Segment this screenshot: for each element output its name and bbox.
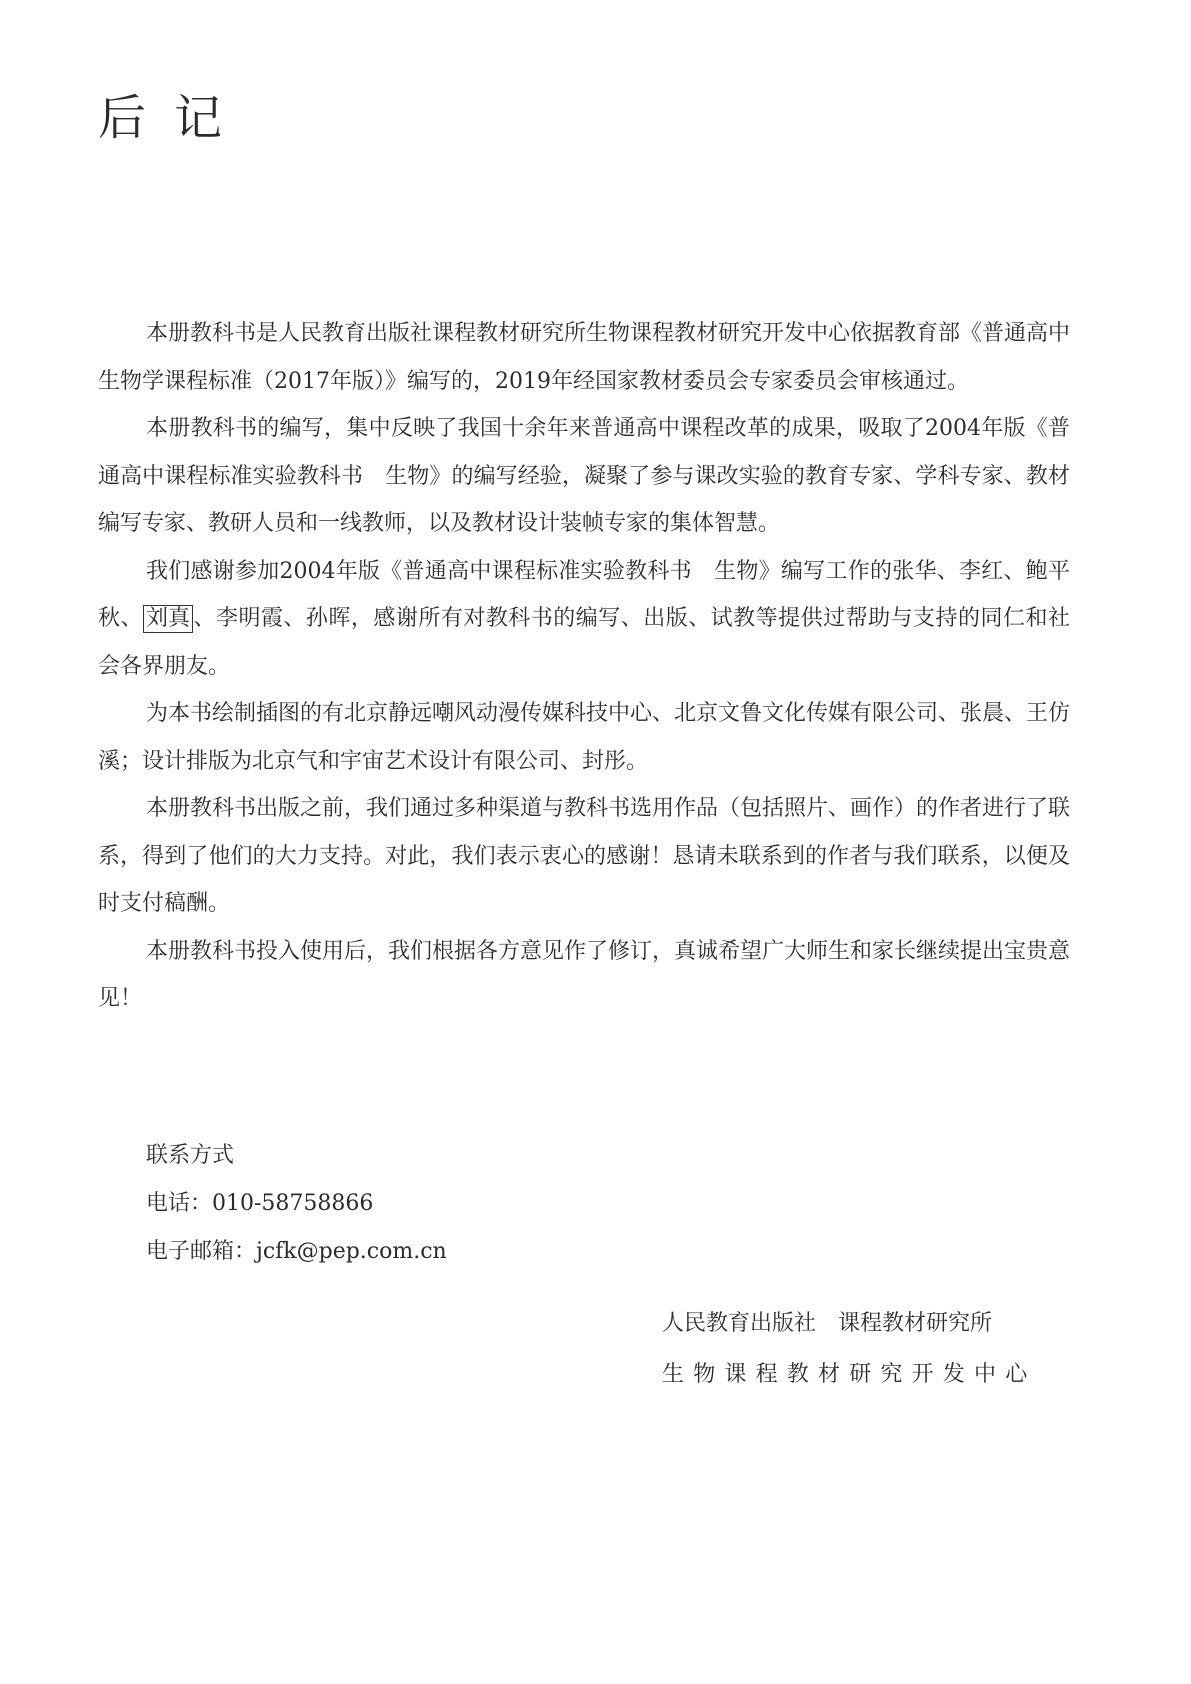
contact-heading: 联系方式: [146, 1143, 235, 1168]
paragraph-4: 为本书绘制插图的有北京静远嘲风动漫传媒科技中心、北京文鲁文化传媒有限公司、张晨、王仿溪；设计排版为北京气和宇宙艺术设计有限公司、封彤。: [98, 701, 1071, 774]
signature-line-1: 人民教育出版社 课程教材研究所: [662, 1311, 993, 1336]
page-title: 后记: [98, 90, 251, 146]
contact-info: [146, 1132, 447, 1276]
contact-phone: 电话：010-58758866: [146, 1191, 374, 1216]
paragraph-3: [98, 548, 1070, 691]
signature-line-2: 生物课程教材研究开发中心: [662, 1362, 1037, 1387]
contact-email: 电子邮箱：jcfk@pep.com.cn: [146, 1239, 447, 1264]
boxed-name: 刘真: [143, 605, 193, 633]
afterword-body: [98, 310, 1070, 1023]
paragraph-2: 本册教科书的编写，集中反映了我国十余年来普通高中课程改革的成果，吸取了2004年版《普通高中课程标准实验教科书 生物》的编写经验，凝聚了参与课改实验的教育专家、学科专家、教材编写专家、教研人员和一线教师，以及教材设计装帧专家的集体智慧。: [98, 416, 1070, 536]
signature-block: [662, 1298, 1037, 1400]
paragraph-5: 本册教科书出版之前，我们通过多种渠道与教科书选用作品（包括照片、画作）的作者进行了联系，得到了他们的大力支持。对此，我们表示衷心的感谢！恳请未联系到的作者与我们联系，以便及时支付稿酬。: [98, 796, 1071, 916]
paragraph-3-before: 我们感谢参加2004年版《普通高中课程标准实验教科书 生物》编写工作的张华、李红、鲍平秋、: [98, 558, 1070, 631]
paragraph-6: 本册教科书投入使用后，我们根据各方意见作了修订，真诚希望广大师生和家长继续提出宝贵意见！: [98, 938, 1071, 1011]
paragraph-1: 本册教科书是人民教育出版社课程教材研究所生物课程教材研究开发中心依据教育部《普通高中生物学课程标准（2017年版）》编写的，2019年经国家教材委员会专家委员会审核通过。: [98, 321, 1071, 394]
paragraph-3-after: 、李明霞、孙晖，感谢所有对教科书的编写、出版、试教等提供过帮助与支持的同仁和社会各界朋友。: [98, 606, 1070, 679]
